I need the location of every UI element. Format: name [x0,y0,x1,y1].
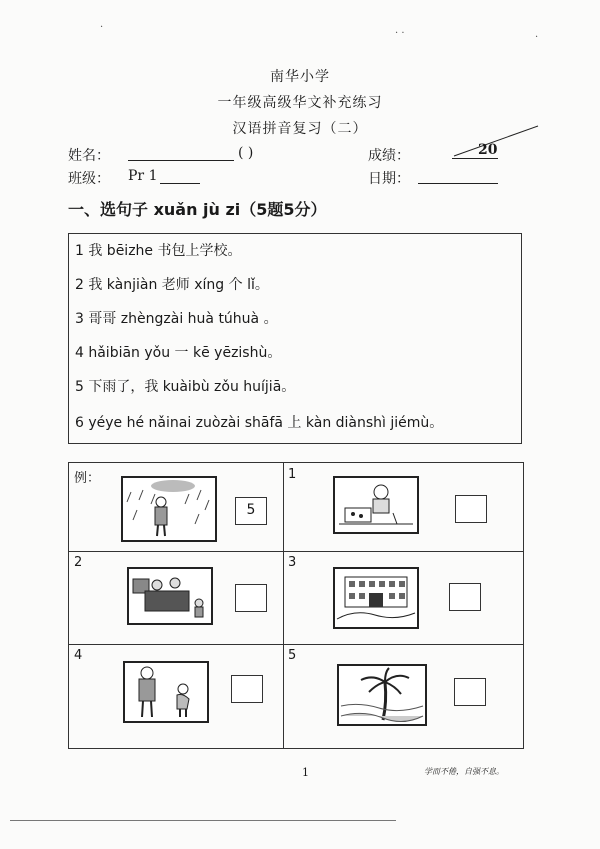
school-building-icon [335,569,417,627]
section-title: 一、选句子 xuǎn jù zi（5题5分） [68,200,327,219]
sentence-5: 5 下雨了，我 kuàibù zǒu huíjiā。 [75,379,296,395]
boy-drawing-icon [335,478,417,532]
score-field [452,158,498,159]
sentence-4: 4 hǎibiān yǒu 一 kē yēzishù。 [75,345,282,361]
picture-grid [68,462,524,749]
index-number-paren: ( ) [238,145,254,161]
rain-boy-picture [121,476,217,542]
course-title: 一年级高级华文补充练习 [217,95,383,111]
date-label: 日期： [368,171,410,187]
scan-speck: · · [395,28,405,39]
sentence-box [68,233,522,444]
beach-coconut-tree-icon [339,666,425,724]
grid-divider [69,551,523,552]
name-field[interactable] [128,160,234,161]
sentence-2: 2 我 kànjiàn 老师 xíng 个 lǐ。 [75,277,269,293]
school-building-picture [333,567,419,629]
cell-number: 2 [74,555,83,570]
bottom-rule [10,820,396,821]
answer-box-5[interactable] [454,678,486,706]
worksheet-subtitle: 汉语拼音复习（二） [232,121,368,137]
family-sofa-tv-icon [129,569,211,623]
scan-speck: · [100,22,104,33]
sentence-1: 1 我 bēizhe 书包上学校。 [75,243,242,259]
cell-number: 3 [288,555,297,570]
boy-greeting-teacher-picture [123,661,209,723]
cell-number: 5 [288,648,297,663]
score-value: 20 [478,142,498,158]
cell-number: 1 [288,467,297,482]
rain-boy-icon [123,478,215,540]
sentence-3: 3 哥哥 zhèngzài huà túhuà 。 [75,311,278,327]
answer-box-4[interactable] [231,675,263,703]
answer-box-3[interactable] [449,583,481,611]
answer-box-1[interactable] [455,495,487,523]
class-value: Pr 1 [128,168,158,184]
family-sofa-tv-picture [127,567,213,625]
page-number: 1 [302,766,309,779]
boy-greeting-teacher-icon [125,663,207,721]
sentence-6: 6 yéye hé nǎinai zuòzài shāfā 上 kàn diànshì jiémù。 [75,415,444,431]
class-label: 班级： [68,171,110,187]
school-motto: 学而不倦，自强不息。 [424,767,504,776]
name-label: 姓名： [68,148,110,164]
beach-coconut-tree-picture [337,664,427,726]
date-field[interactable] [418,183,498,184]
cell-number: 4 [74,648,83,663]
score-label: 成绩： [368,148,410,164]
class-field[interactable] [160,183,200,184]
grid-divider [283,463,284,748]
answer-box-example: 5 [235,497,267,525]
boy-drawing-picture [333,476,419,534]
school-name: 南华小学 [270,69,330,85]
answer-box-2[interactable] [235,584,267,612]
scan-speck: · [535,32,539,43]
grid-divider [69,644,523,645]
example-label: 例： [74,471,101,486]
